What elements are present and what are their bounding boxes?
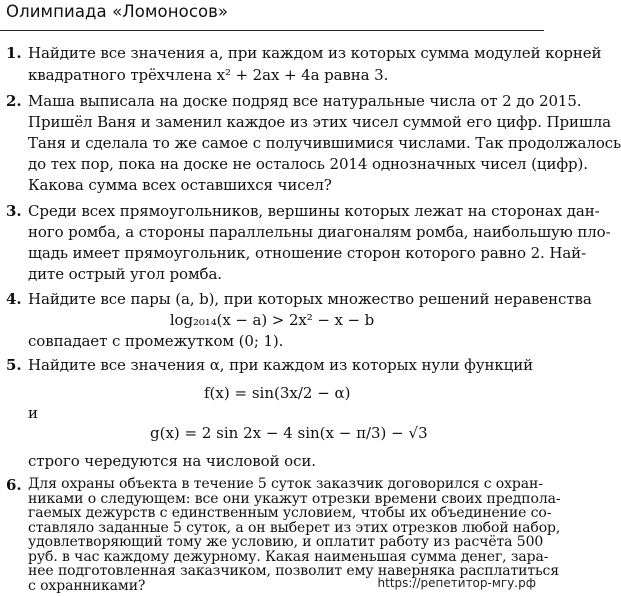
problem-3-line-3: щадь имеет прямоугольник, отношение сторон которого равно 2. Най- [28,244,587,262]
problem-6-line-3: гаемых дежурств с единственным условием, чтобы их объединение со- [28,505,552,522]
problem-5-number: 5. [6,356,22,374]
problem-2-line-3: Таня и сделала то же самое с получившимися числами. Так продолжалось [28,134,621,152]
footer-url: https://репетитор-мгу.рф [377,576,536,590]
problem-6-number: 6. [6,476,22,494]
problem-4-after: совпадает с промежутком (0; 1). [28,332,284,350]
problem-1-line-1: Найдите все значения a, при каждом из которых сумма модулей корней [28,44,602,62]
problem-5-after: строго чередуются на числовой оси. [28,452,316,470]
problem-3-line-2: ного ромба, а стороны параллельны диагоналям ромба, наибольшую пло- [28,223,611,241]
problem-3-line-1: Среди всех прямоугольников, вершины которых лежат на сторонах дан- [28,202,600,220]
title-divider [0,30,544,31]
problem-2-line-1: Маша выписала на доске подряд все натуральные числа от 2 до 2015. [28,92,582,110]
problem-5-formula-f: f(x) = sin(3x/2 − α) [204,384,351,402]
problem-6-line-8: с охранниками? [28,578,146,594]
problem-4-formula: log₂₀₁₄(x − a) > 2x² − x − b [169,311,375,329]
problem-1-line-2: квадратного трёхчлена x² + 2ax + 4a равна 3. [28,66,389,84]
problem-3-number: 3. [6,202,22,220]
problem-6-line-5: удовлетворяющий тому же условию, и оплатит работу из расчёта 500 [28,534,544,551]
problem-6-line-2: никами о следующем: все они укажут отрезки времени своих предпола- [28,490,561,507]
problem-2-line-4: до тех пор, пока на доске не осталось 2014 однозначных чисел (цифр). [28,155,588,173]
problem-2-number: 2. [6,92,22,110]
problem-4-line-1: Найдите все пары (a, b), при которых множество решений неравенства [28,290,592,308]
problem-6-line-6: руб. в час каждому дежурному. Какая наименьшая сумма денег, зара- [28,548,549,565]
problem-5-conjunction: и [28,404,38,422]
problem-6-line-7: нее подготовленная заказчиком, позволит ему наверняка расплатиться [28,563,560,580]
problem-2-line-2: Пришёл Ваня и заменил каждое из этих чисел суммой его цифр. Пришла [28,113,612,131]
problem-1-number: 1. [6,44,22,62]
problem-3-line-4: дите острый угол ромба. [28,265,222,283]
problem-4-number: 4. [6,290,22,308]
page-title: Олимпиада «Ломоносов» [6,2,229,21]
problem-5-formula-g: g(x) = 2 sin 2x − 4 sin(x − π/3) − √3 [150,424,428,442]
problem-6-line-1: Для охраны объекта в течение 5 суток заказчик договорился с охран- [28,476,543,492]
problem-5-line-1: Найдите все значения α, при каждом из которых нули функций [28,356,534,374]
problem-6-line-4: ставляло заданные 5 суток, а он выберет из этих отрезков любой набор, [28,519,561,536]
problem-2-line-5: Какова сумма всех оставшихся чисел? [28,176,332,194]
